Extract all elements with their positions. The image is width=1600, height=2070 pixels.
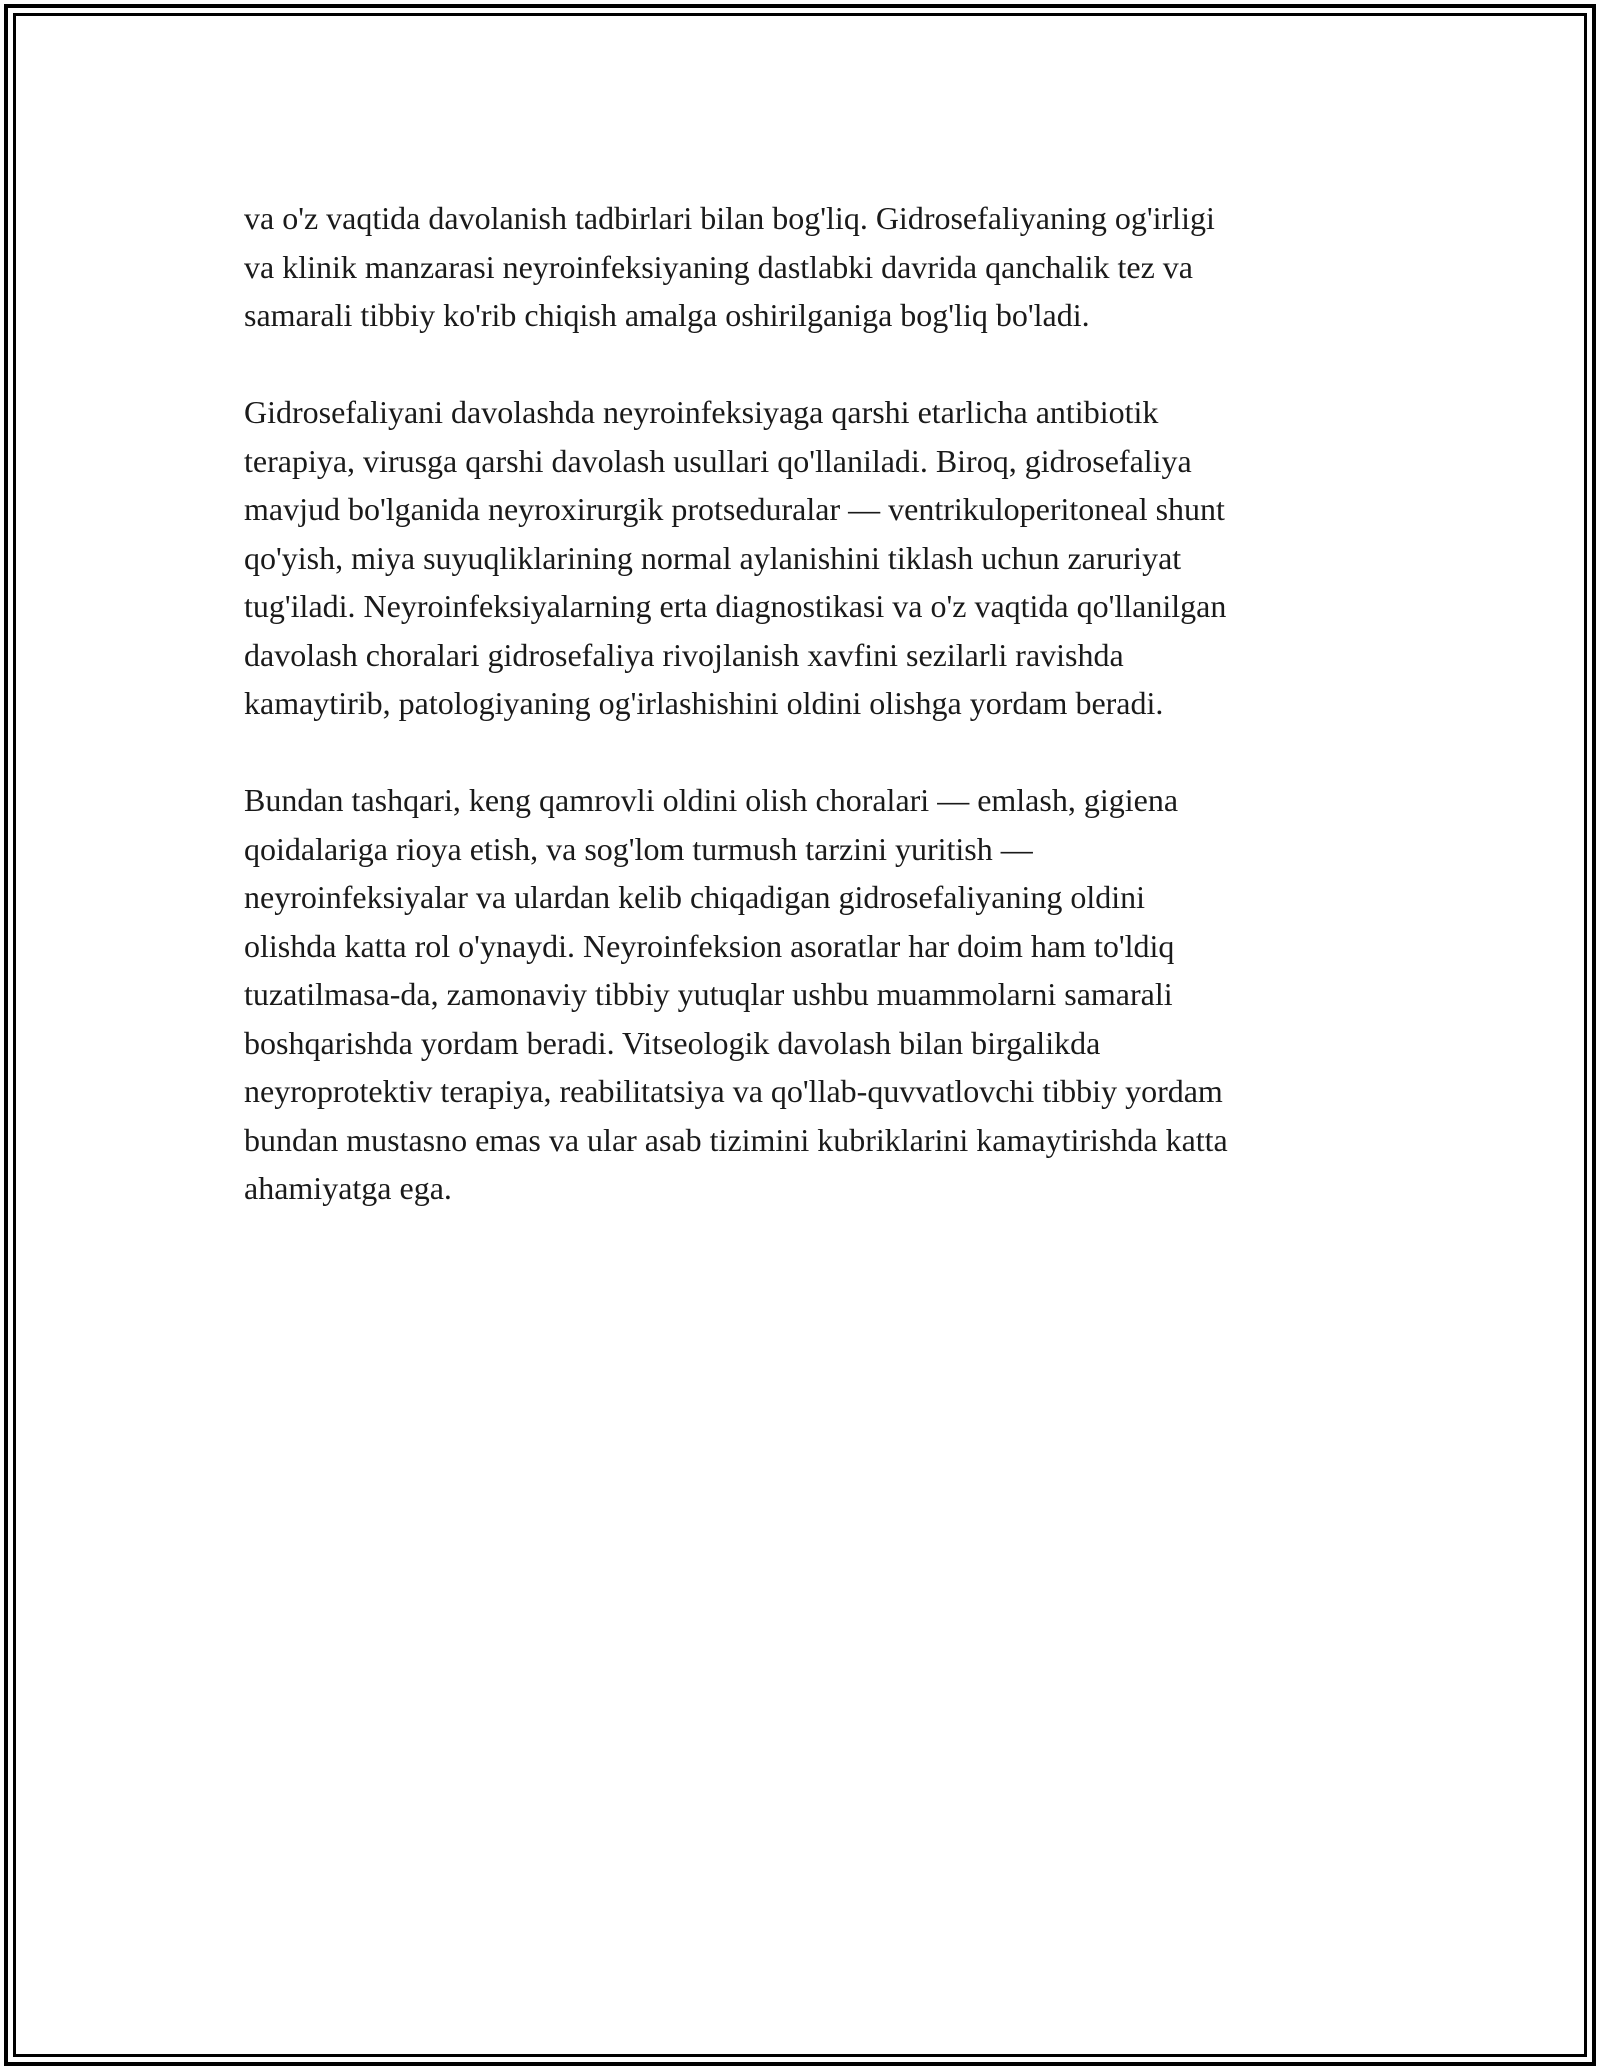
paragraph-2: Gidrosefaliyani davolashda neyroinfeksiyaga qarshi etarlicha antibiotik terapiya, virusga qarshi davolash usullari qo'llaniladi. Biroq, gidrosefaliya mavjud bo'lganida neyroxirurgik protseduralar — ventrikuloperitoneal shunt qo'yish, miya suyuqliklarining normal aylanishini tiklash uchun zaruriyat tug'iladi. Neyroinfeksiyalarning erta diagnostikasi va o'z vaqtida qo'llanilgan davolash choralari gidrosefaliya rivojlanish xavfini sezilarli ravishda kamaytirib, patologiyaning og'irlashishini oldini olishga yordam beradi. [244,394,1227,721]
paragraph-3: Bundan tashqari, keng qamrovli oldini olish choralari — emlash, gigiena qoidalariga rioya etish, va sog'lom turmush tarzini yuritish — neyroinfeksiyalar va ulardan kelib chiqadigan gidrosefaliyaning oldini olishda katta rol o'ynaydi. Neyroinfeksion asoratlar har doim ham to'ldiq tuzatilmasa-da, zamonaviy tibbiy yutuqlar ushbu muammolarni samarali boshqarishda yordam beradi. Vitseologik davolash bilan birgalikda neyroprotektiv terapiya, reabilitatsiya va qo'llab-quvvatlovchi tibbiy yordam bundan mustasno emas va ular asab tizimini kubriklarini kamaytirishda katta ahamiyatga ega. [244,782,1228,1206]
document-body [244,194,1374,1261]
page-border [4,4,1596,2066]
paragraph-1: va o'z vaqtida davolanish tadbirlari bilan bog'liq. Gidrosefaliyaning og'irligi va klinik manzarasi neyroinfeksiyaning dastlabki davrida qanchalik tez va samarali tibbiy ko'rib chiqish amalga oshirilganiga bog'liq bo'ladi. [244,200,1215,333]
